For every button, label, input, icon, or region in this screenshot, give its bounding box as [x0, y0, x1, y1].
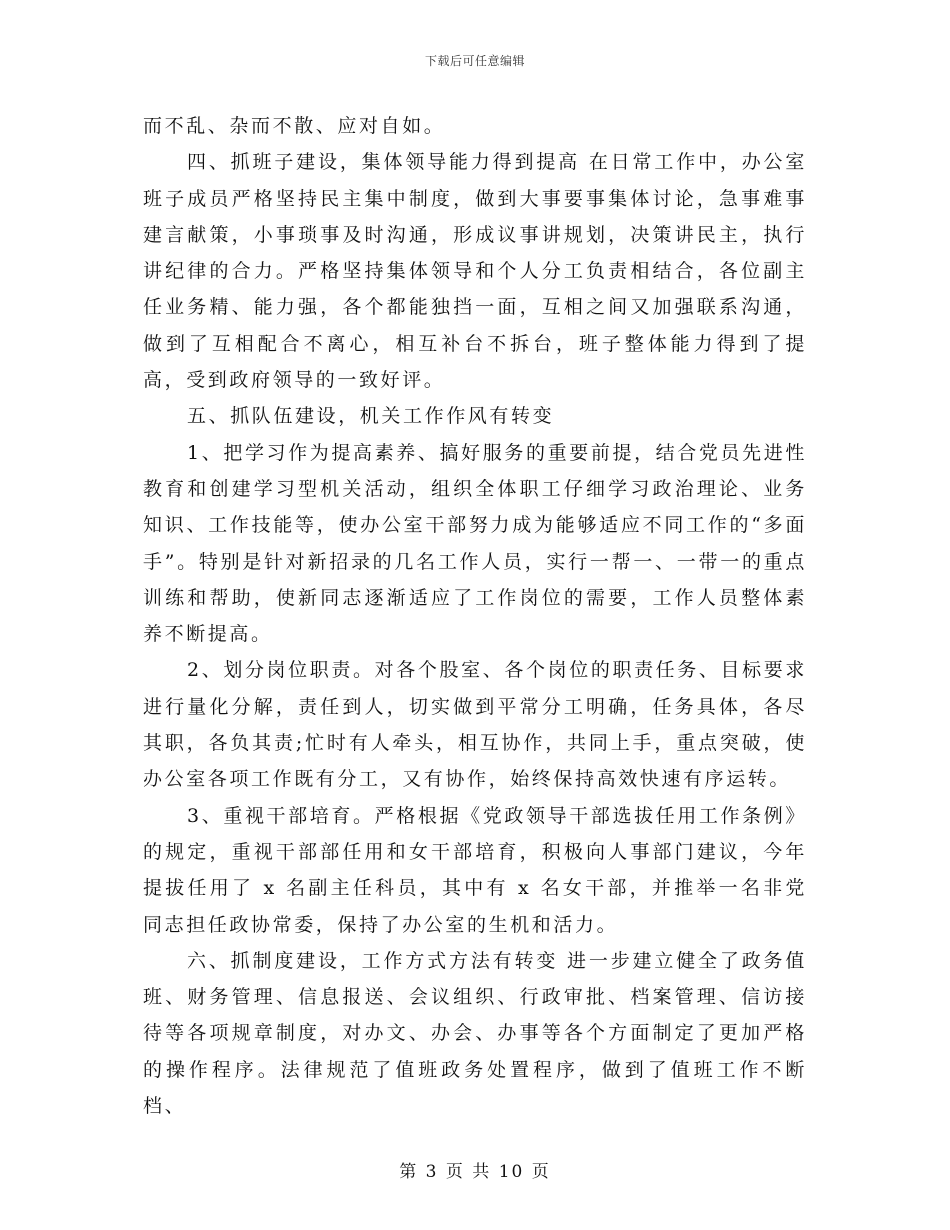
paragraph-continuation: 而不乱、杂而不散、应对自如。 — [143, 115, 446, 137]
paragraph-section-four: 四、抓班子建设，集体领导能力得到提高 在日常工作中，办公室班子成员严格坚持民主集中制度，做到大事要事集体讨论，急事难事建言献策，小事琐事及时沟通，形成议事讲规划，决策讲民主，执行讲纪律的合力。严格坚持集体领导和个人分工负责相结合，各位副主任业务精、能力强，各个都能独挡一面，互相之间又加强联系沟通，做到了互相配合不离心，相互补台不拆台，班子整体能力得到了提高，受到政府领导的一致好评。 — [143, 151, 807, 392]
paragraph-item-three: 3、重视干部培育。严格根据《党政领导干部选拔任用工作条例》的规定，重视干部部任用和女干部培育，积极向人事部门建议，今年提拔任用了 x 名副主任科员，其中有 x 名女干部，并推举一名非党同志担任政协常委，保持了办公室的生机和活力。 — [143, 804, 807, 936]
paragraph-section-six: 六、抓制度建设，工作方式方法有转变 进一步建立健全了政务值班、财务管理、信息报送、会议组织、行政审批、档案管理、信访接待等各项规章制度，对办文、办会、办事等各个方面制定了更加严格的操作程序。法律规范了值班政务处置程序，做到了值班工作不断档、 — [143, 949, 807, 1118]
paragraph-item-one: 1、把学习作为提高素养、搞好服务的重要前提，结合党员先进性教育和创建学习型机关活动，组织全体职工仔细学习政治理论、业务知识、工作技能等，使办公室干部努力成为能够适应不同工作的“多面手”。特别是针对新招录的几名工作人员，实行一帮一、一带一的重点训练和帮助，使新同志逐渐适应了工作岗位的需要，工作人员整体素养不断提高。 — [143, 441, 807, 646]
section-heading-five: 五、抓队伍建设，机关工作作风有转变 — [187, 405, 555, 428]
page-header: 下载后可任意编辑 — [424, 54, 525, 68]
document-body — [143, 108, 807, 1124]
page-number-footer: 第 3 页 共 10 页 — [399, 1162, 551, 1182]
paragraph-item-two: 2、划分岗位职责。对各个股室、各个岗位的职责任务、目标要求进行量化分解，责任到人，切实做到平常分工明确，任务具体，各尽其职，各负其责;忙时有人牵头，相互协作，共同上手，重点突破，使办公室各项工作既有分工，又有协作，始终保持高效快速有序运转。 — [143, 659, 807, 791]
